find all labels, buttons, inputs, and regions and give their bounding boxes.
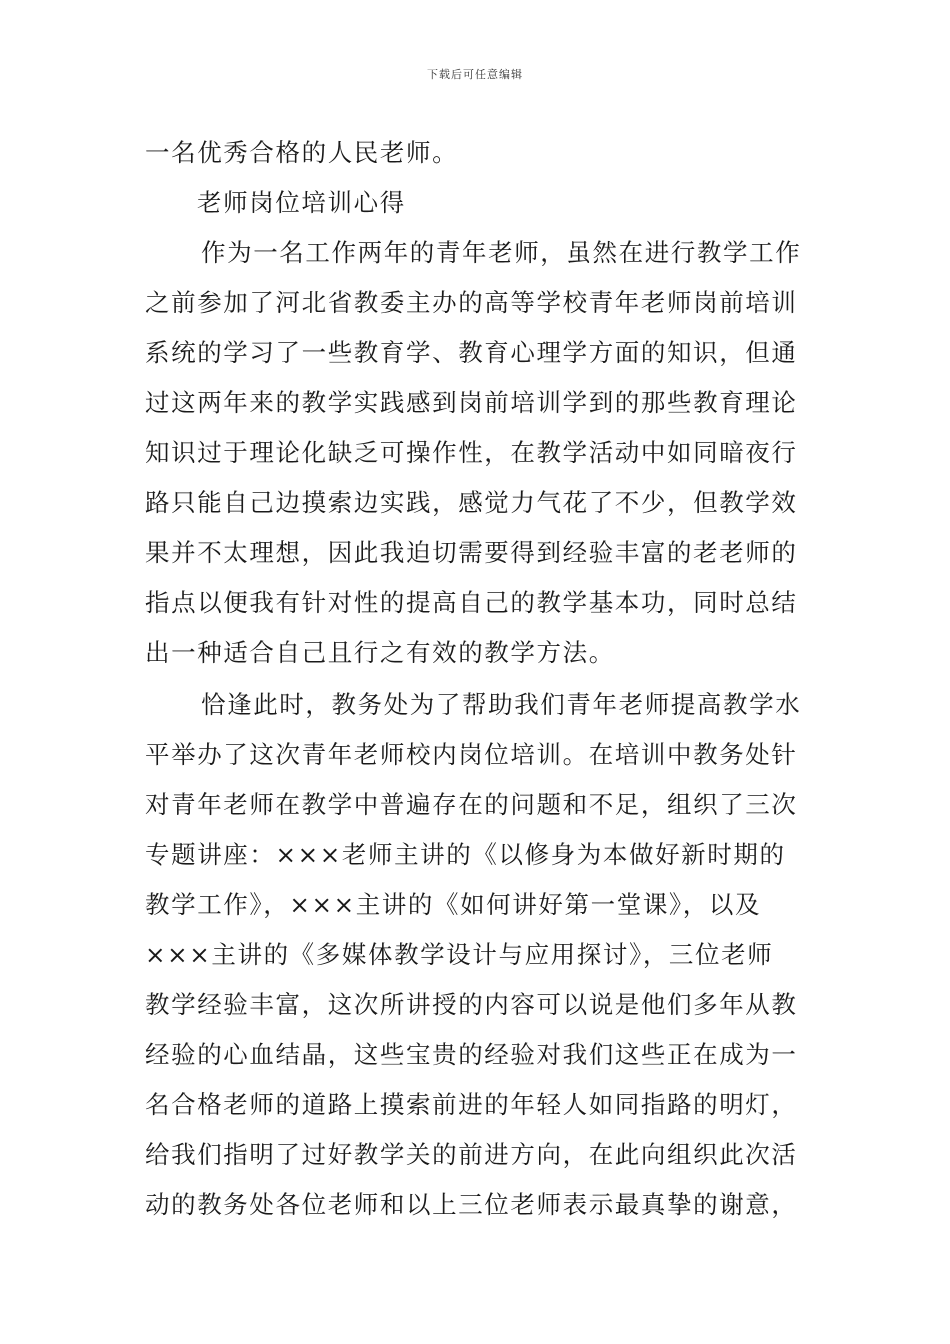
- paragraph-line: 路只能自己边摸索边实践，感觉力气花了不少，但教学效: [145, 488, 798, 517]
- paragraph-line: 名合格老师的道路上摸索前进的年轻人如同指路的明灯，: [145, 1090, 798, 1119]
- paragraph-line: 作为一名工作两年的青年老师，虽然在进行教学工作: [201, 238, 802, 267]
- paragraph-line: ×××主讲的《多媒体教学设计与应用探讨》，三位老师: [145, 940, 774, 969]
- paragraph-line: 教学工作》，×××主讲的《如何讲好第一堂课》，以及: [145, 890, 762, 919]
- paragraph-line: 系统的学习了一些教育学、教育心理学方面的知识，但通: [145, 338, 798, 367]
- page-header: 下载后可任意编辑: [427, 68, 523, 81]
- paragraph-line: 过这两年来的教学实践感到岗前培训学到的那些教育理论: [145, 388, 798, 417]
- paragraph-line: 经验的心血结晶，这些宝贵的经验对我们这些正在成为一: [145, 1040, 798, 1069]
- section-heading: 老师岗位培训心得: [197, 188, 406, 217]
- paragraph-line: 出一种适合自己且行之有效的教学方法。: [145, 638, 615, 667]
- document-body: [145, 128, 810, 1230]
- paragraph-line: 恰逢此时，教务处为了帮助我们青年老师提高教学水: [201, 690, 802, 719]
- paragraph-line: 果并不太理想，因此我迫切需要得到经验丰富的老老师的: [145, 538, 798, 567]
- paragraph-line: 动的教务处各位老师和以上三位老师表示最真挚的谢意，: [145, 1190, 798, 1219]
- paragraph-line: 知识过于理论化缺乏可操作性，在教学活动中如同暗夜行: [145, 438, 798, 467]
- paragraph-line: 给我们指明了过好教学关的前进方向，在此向组织此次活: [145, 1140, 798, 1169]
- paragraph-line: 之前参加了河北省教委主办的高等学校青年老师岗前培训: [145, 288, 798, 317]
- paragraph-line: 平举办了这次青年老师校内岗位培训。在培训中教务处针: [145, 740, 798, 769]
- paragraph-line: 一名优秀合格的人民老师。: [145, 138, 459, 167]
- paragraph-line: 专题讲座：×××老师主讲的《以修身为本做好新时期的: [145, 840, 786, 869]
- paragraph-line: 教学经验丰富，这次所讲授的内容可以说是他们多年从教: [145, 990, 798, 1019]
- paragraph-line: 指点以便我有针对性的提高自己的教学基本功，同时总结: [145, 588, 798, 617]
- paragraph-line: 对青年老师在教学中普遍存在的问题和不足，组织了三次: [145, 790, 798, 819]
